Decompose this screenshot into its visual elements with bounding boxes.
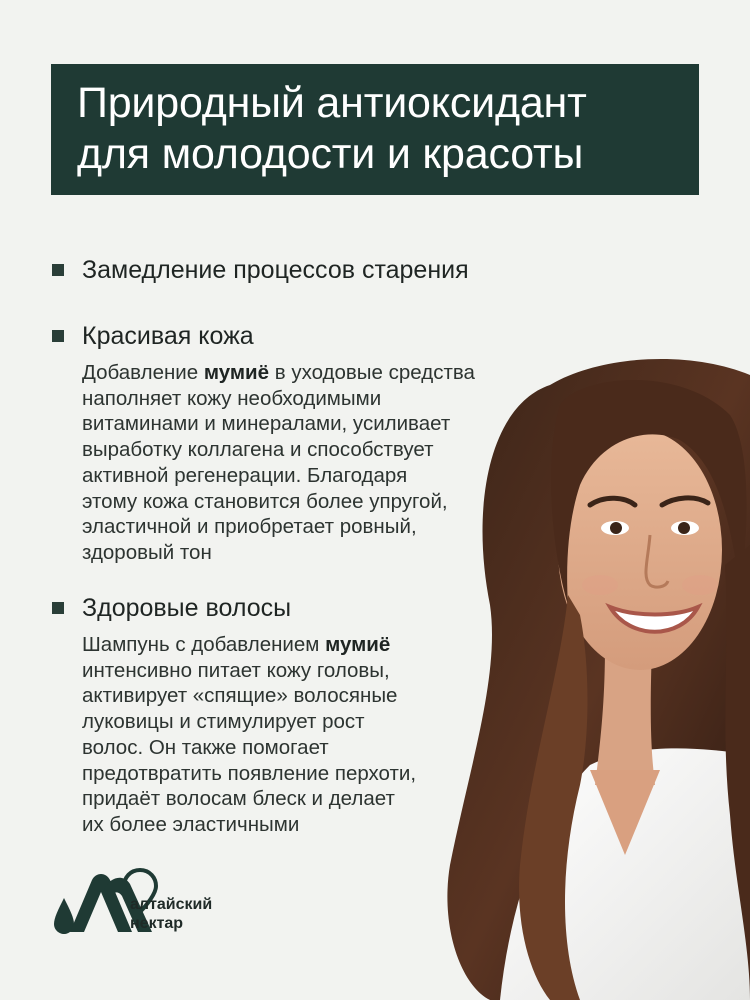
bullet-square-icon (52, 602, 64, 614)
paragraph-line: придаёт волосам блеск и делает (82, 787, 395, 811)
paragraph-line: волос. Он также помогает (82, 735, 329, 759)
paragraph-line: выработку коллагена и способствует (82, 438, 434, 462)
paragraph-line: луковицы и стимулирует рост (82, 710, 365, 734)
bullet-square-icon (52, 330, 64, 342)
bullet-square-icon (52, 264, 64, 276)
paragraph-line: наполняет кожу необходимыми (82, 386, 382, 410)
paragraph-line: активной регенерации. Благодаря (82, 463, 408, 487)
paragraph-line: предотвратить появление перхоти, (82, 761, 417, 785)
paragraph-line: Шампунь с добавлением мумиё (82, 633, 391, 656)
benefit-heading-skin (52, 320, 254, 352)
paragraph-line: их более эластичными (82, 812, 300, 836)
title-banner (51, 64, 699, 195)
paragraph-line: здоровый тон (82, 540, 212, 564)
benefit-heading-aging (52, 254, 469, 286)
brand-name (130, 895, 212, 933)
paragraph-line: активирует «спящие» волосяные (82, 684, 398, 708)
paragraph-line: эластичной и приобретает ровный, (82, 515, 417, 539)
benefit-heading-text: Здоровые волосы (82, 594, 292, 622)
brand-name-line-2: нектар (130, 915, 184, 932)
mumie-emphasis: мумиё (203, 361, 270, 384)
benefit-heading-text: Замедление процессов старения (82, 256, 469, 284)
page-title: Природный антиоксидант для молодости и красоты (77, 79, 587, 178)
paragraph-line: Добавление мумиё в уходовые средства (82, 361, 475, 384)
benefit-heading-text: Красивая кожа (82, 322, 254, 350)
paragraph-line: интенсивно питает кожу головы, (82, 658, 390, 682)
benefit-heading-hair (52, 592, 291, 624)
skin-description (82, 360, 552, 566)
paragraph-line: витаминами и минералами, усиливает (82, 412, 451, 436)
paragraph-line: этому кожа становится более упругой, (82, 489, 448, 513)
brand-name-line-1: алтайский (130, 896, 213, 913)
mumie-emphasis: мумиё (325, 633, 391, 656)
hair-description (82, 632, 552, 838)
